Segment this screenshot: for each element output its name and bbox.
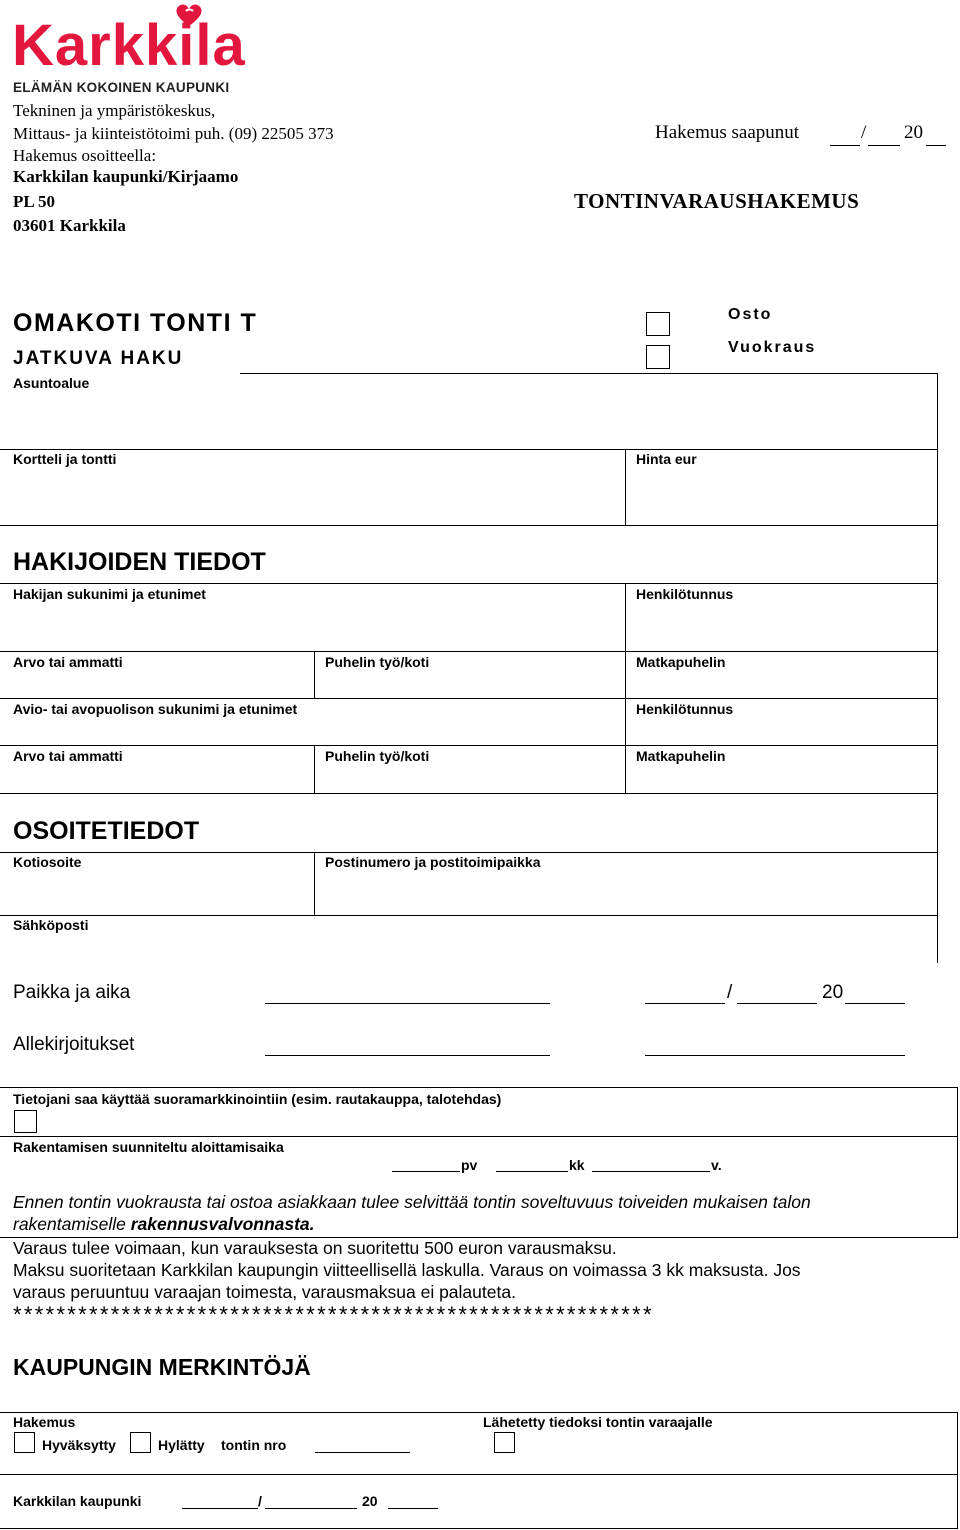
address-line2: PL 50 [13, 192, 56, 211]
date-year: 20 [822, 982, 844, 1003]
rejected-label: Hylätty [158, 1437, 205, 1453]
spouse-phone-label: Puhelin työ/koti [325, 748, 430, 764]
address-heading: OSOITETIEDOT [13, 817, 200, 845]
place-time-label: Paikka ja aika [13, 982, 131, 1003]
logo-word: Karkkila [12, 13, 246, 78]
postal-label: Postinumero ja postitoimipaikka [325, 854, 541, 870]
application-label: Hakemus [13, 1414, 76, 1430]
price-field[interactable] [636, 470, 931, 520]
spouse-ssn-label: Henkilötunnus [636, 701, 734, 717]
buy-checkbox[interactable] [646, 312, 670, 336]
office-phone: Mittaus- ja kiinteistötoimi puh. (09) 22505 373 [13, 124, 334, 143]
spouse-mobile-label: Matkapuhelin [636, 748, 726, 764]
dept-name: Tekninen ja ympäristökeskus, [13, 101, 216, 120]
notice-line2: Maksu suoritetaan Karkkilan kaupungin viitteellisellä laskulla. Varaus on voimassa 3 kk maksusta. Jos [13, 1260, 801, 1280]
start-time-label: Rakentamisen suunniteltu aloittamisaika [13, 1139, 284, 1155]
applicant-mobile-label: Matkapuhelin [636, 654, 726, 670]
date-slash: / [727, 982, 733, 1003]
form-title: TONTINVARAUSHAKEMUS [574, 189, 860, 213]
spouse-occupation-label: Arvo tai ammatti [13, 748, 123, 764]
email-label: Sähköposti [13, 917, 89, 933]
applicant-phone-label: Puhelin työ/koti [325, 654, 430, 670]
start-month-unit: kk [569, 1157, 585, 1173]
city-slash: / [258, 1493, 262, 1509]
notice-italic-2a: rakentamiselle [13, 1214, 126, 1234]
applicant-occupation-label: Arvo tai ammatti [13, 654, 123, 670]
area-label: Asuntoalue [13, 375, 90, 391]
notice-italic-bold: rakennusvalvonnasta. [130, 1214, 315, 1234]
notice-italic-1: Ennen tontin vuokrausta tai ostoa asiakkaan tulee selvittää tontin soveltuvuus toiveiden mukaisen talon [13, 1192, 811, 1212]
area-field[interactable] [13, 395, 933, 445]
received-year-field[interactable] [926, 145, 946, 146]
buy-label: Osto [728, 306, 773, 323]
city-month-field[interactable] [265, 1508, 357, 1509]
signatures-label: Allekirjoitukset [13, 1034, 135, 1055]
place-time-field[interactable] [265, 1003, 550, 1004]
notice-line3: varaus peruuntuu varaajan toimesta, varausmaksua ei palauteta. [13, 1282, 516, 1302]
logo-slogan: ELÄMÄN KOKOINEN KAUPUNKI [13, 80, 230, 95]
notice-line1: Varaus tulee voimaan, kun varauksesta on suoritettu 500 euron varausmaksu. [13, 1238, 617, 1258]
address-line3: 03601 Karkkila [13, 216, 126, 235]
email-field[interactable] [110, 917, 930, 957]
approved-checkbox[interactable] [14, 1432, 35, 1453]
city-year: 20 [362, 1493, 378, 1509]
marketing-consent-checkbox[interactable] [14, 1110, 37, 1133]
notice-italic-2 [13, 1214, 315, 1235]
postal-field[interactable] [325, 873, 930, 911]
date-day-field[interactable] [645, 1003, 725, 1004]
separator-stars: *********************************************************** [13, 1302, 654, 1327]
home-address-label: Kotiosoite [13, 854, 82, 870]
plot-no-label: tontin nro [221, 1437, 287, 1453]
logo [10, 2, 255, 97]
city-year-field[interactable] [388, 1508, 438, 1509]
received-slash: / [861, 122, 867, 143]
applicant-ssn-field[interactable] [636, 605, 931, 649]
applicants-heading: HAKIJOIDEN TIEDOT [13, 548, 266, 576]
address-intro: Hakemus osoitteella: [13, 146, 157, 165]
spouse-name-label: Avio- tai avopuolison sukunimi ja etunimet [13, 701, 298, 717]
home-address-field[interactable] [13, 873, 308, 911]
applicant-ssn-label: Henkilötunnus [636, 586, 734, 602]
start-year-unit: v. [711, 1157, 722, 1173]
copy-sent-label: Lähetetty tiedoksi tontin varaajalle [483, 1414, 713, 1430]
city-label: Karkkilan kaupunki [13, 1493, 142, 1509]
block-plot-field[interactable] [13, 470, 618, 520]
received-day-field[interactable] [830, 145, 860, 146]
applicant-name-label: Hakijan sukunimi ja etunimet [13, 586, 206, 602]
plot-subtitle: JATKUVA HAKU [13, 348, 184, 369]
date-month-field[interactable] [737, 1003, 817, 1004]
city-day-field[interactable] [182, 1508, 258, 1509]
marketing-consent-label: Tietojani saa käyttää suoramarkkinointiin (esim. rautakauppa, talotehdas) [13, 1091, 502, 1107]
office-heading: KAUPUNGIN MERKINTÖJÄ [13, 1354, 311, 1380]
lease-label: Vuokraus [728, 339, 817, 356]
approved-label: Hyväksytty [42, 1437, 116, 1453]
address-line1: Karkkilan kaupunki/Kirjaamo [13, 167, 239, 186]
block-plot-label: Kortteli ja tontti [13, 451, 117, 467]
lease-checkbox[interactable] [646, 345, 670, 369]
plot-title: OMAKOTI TONTI T [13, 309, 258, 337]
plot-no-field[interactable] [315, 1452, 410, 1453]
received-label: Hakemus saapunut [655, 122, 800, 143]
received-month-field[interactable] [868, 145, 900, 146]
received-year: 20 [904, 122, 923, 143]
applicant-name-field[interactable] [13, 605, 618, 649]
signature-field-1[interactable] [265, 1055, 550, 1056]
start-day-unit: pv [461, 1157, 478, 1173]
copy-sent-checkbox[interactable] [494, 1432, 515, 1453]
price-label: Hinta eur [636, 451, 697, 467]
start-month-field[interactable] [496, 1171, 568, 1172]
date-year-field[interactable] [845, 1003, 905, 1004]
rejected-checkbox[interactable] [130, 1432, 151, 1453]
start-day-field[interactable] [392, 1171, 460, 1172]
signature-field-2[interactable] [645, 1055, 905, 1056]
start-year-field[interactable] [592, 1171, 710, 1172]
